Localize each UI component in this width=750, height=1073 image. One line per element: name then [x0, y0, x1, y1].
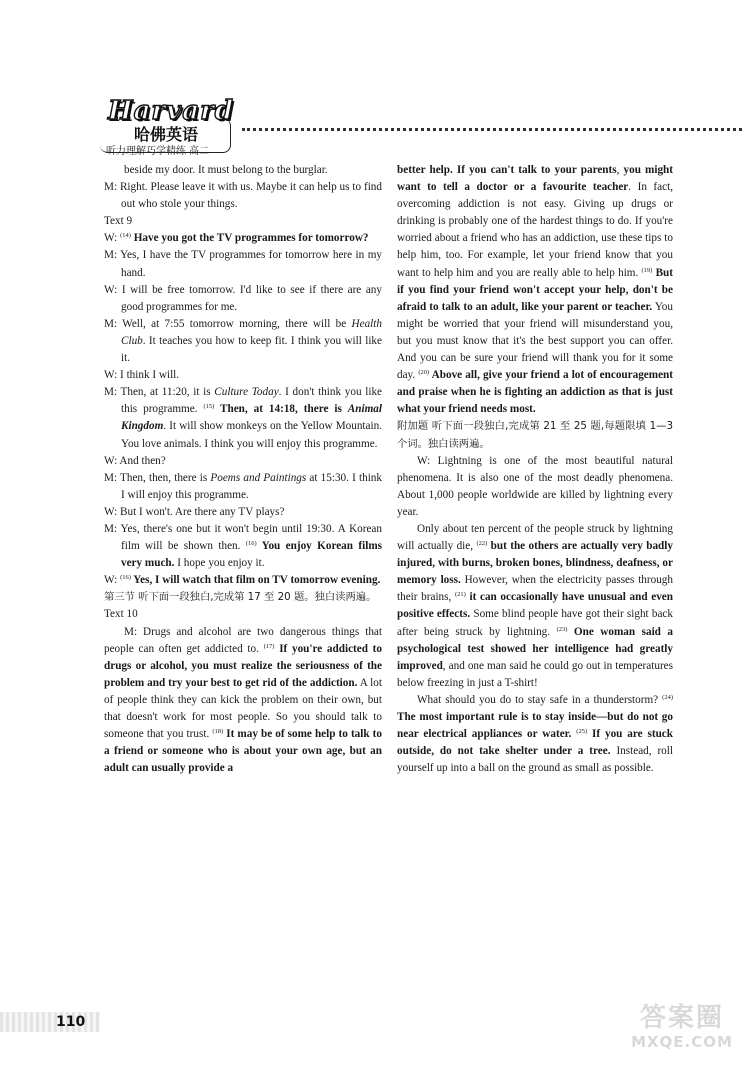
question-marker: (19): [641, 266, 653, 274]
paragraph: [104, 247, 382, 281]
paragraph: [104, 316, 382, 367]
paragraph: [397, 692, 673, 777]
text-run: M: Yes, I have the TV programmes for tomorrow here in my hand.: [104, 249, 382, 279]
text-run: What should you do to stay safe in a thunderstorm?: [417, 693, 663, 706]
text-run: If you're addicted to drugs or alcohol, you must realize the seriousness of the problem and try your best to get rid of the addiction.: [104, 642, 382, 689]
text-run: Yes, I will watch that film on TV tomorrow evening.: [130, 574, 381, 587]
text-run: ,: [616, 164, 624, 176]
question-marker: (23): [556, 625, 568, 633]
text-run: Have you got the TV programmes for tomorrow?: [130, 232, 369, 245]
right-column: [397, 162, 673, 777]
paragraph: [104, 179, 382, 213]
text-run: . It teaches you how to keep fit. I think you will like it.: [121, 334, 382, 365]
text-run: . It will show monkeys on the Yellow Mountain. You love animals. I think you will enjoy this programme.: [121, 420, 382, 450]
watermark-url: MXQE.COM: [631, 1033, 733, 1051]
paragraph: [397, 453, 673, 521]
text-run: Poems and Paintings: [210, 471, 307, 484]
paragraph: [104, 589, 382, 606]
text-run: W: And then?: [104, 454, 166, 467]
text-run: Then, at 14:18, there is: [214, 403, 348, 416]
text-run: , and one man said he could go out in temperatures below freezing in just a T-shirt!: [397, 659, 673, 689]
text-run: W: I think I will.: [104, 369, 180, 382]
text-run: However, when the electricity passes through their brains,: [397, 574, 673, 604]
paragraph: [104, 282, 382, 316]
text-run: M: Drugs and alcohol are two dangerous things that people can often get addicted to.: [104, 625, 382, 655]
paragraph: [104, 606, 382, 623]
paragraph: [104, 470, 382, 504]
text-run: M: Then, then, there is: [104, 471, 211, 484]
question-marker: (21): [454, 591, 466, 599]
question-marker: (24): [662, 693, 673, 701]
text-run: it can occasionally have unusual and even positive effects.: [397, 591, 673, 621]
text-run: M: Then, at 11:20, it is: [104, 386, 215, 399]
text-run: . In fact, overcoming addiction is not easy. Giving up drugs or drinking is probably one of the hardest things to do. If you're worried about a friend who has an addiction, use these tips to help him, too. For example, let your friend know that you want to help him and you are really able to help him.: [397, 181, 673, 279]
text-run: but the others are actually very badly injured, with burns, broken bones, blindness, deafness, or memory loss.: [397, 540, 673, 587]
paragraph: [104, 624, 382, 778]
text-run: W: But I won't. Are there any TV plays?: [104, 505, 285, 518]
text-run: W: Lightning is one of the most beautiful natural phenomena. It is also one of the most deadly phenomena. About 1,000 people worldwide are killed by lightning every year.: [397, 454, 673, 518]
text-run: Culture Today: [214, 386, 279, 399]
text-run: A lot of people think they can kick the problem on their own, but that doesn't work for most people. So you should talk to someone that you trust.: [104, 676, 382, 741]
question-marker: (16): [245, 540, 257, 548]
question-marker: (14): [120, 232, 131, 240]
paragraph: [104, 230, 382, 247]
text-run: The most important rule is to stay inside—but do not go near electrical appliances or water.: [397, 711, 673, 741]
text-run: You enjoy Korean films very much.: [121, 540, 382, 570]
book-subtitle: 听力理解巧学精练 高二: [106, 146, 210, 157]
paragraph: [397, 162, 673, 418]
text-run: It may be of some help to talk to a friend or someone who is about your own age, but an adult can usually provide a: [104, 728, 382, 775]
text-run: Only about ten percent of the people struck by lightning will actually die,: [397, 522, 673, 553]
text-run: Instead, roll yourself up into a ball on the ground as small as possible.: [397, 745, 673, 775]
text-run: 第三节 听下面一段独白,完成第 17 至 20 题。独白读两遍。: [104, 591, 377, 604]
text-run: One woman said a psychological test showed her intelligence had greatly improved: [397, 625, 673, 672]
paragraph: [104, 504, 382, 521]
text-run: Text 9: [104, 215, 133, 228]
left-column: [104, 162, 382, 777]
text-run: better help. If you can't talk to your parents: [397, 164, 617, 176]
paragraph: [104, 162, 382, 179]
text-run: M: Yes, there's one but it won't begin until 19:30. A Korean film will be shown then.: [104, 522, 382, 553]
text-run: M: Well, at 7:55 tomorrow morning, there will be: [104, 317, 352, 330]
text-run: you might want to tell a doctor or a favourite teacher: [397, 164, 673, 194]
text-run: . I don't think you like this programme.: [121, 386, 383, 416]
paragraph: [104, 384, 382, 452]
paragraph: [104, 521, 382, 572]
text-run: at 15:30. I think I will enjoy this programme.: [121, 471, 382, 501]
brand-title: 哈佛英语: [134, 125, 199, 144]
text-run: W:: [104, 232, 121, 245]
dotted-rule: [242, 128, 742, 131]
harvard-logo: Harvard: [108, 96, 234, 126]
text-run: Health Club: [121, 317, 382, 347]
page-header: [96, 90, 746, 160]
text-run: W:: [104, 574, 121, 587]
text-run: M: Right. Please leave it with us. Maybe it can help us to find out who stole your things.: [104, 181, 382, 211]
question-marker: (15): [203, 403, 215, 411]
question-marker: (22): [476, 540, 488, 548]
watermark-cn: 答案圈: [639, 1003, 724, 1033]
text-run: Text 10: [104, 608, 138, 621]
question-marker: (25): [576, 728, 588, 736]
text-run: Animal Kingdom: [121, 403, 382, 433]
question-marker: (18): [212, 728, 224, 736]
paragraph: [397, 418, 673, 452]
question-marker: (16): [120, 574, 131, 582]
paragraph: [397, 521, 673, 692]
text-run: Some blind people have got their sight back after being struck by lightning.: [397, 608, 673, 638]
text-run: But if you find your friend won't accept your help, don't be afraid to talk to an adult, like your parent or teacher.: [397, 266, 673, 313]
text-run: 附加题 听下面一段独白,完成第 21 至 25 题,每题限填 1—3 个词。独白读两遍。: [397, 420, 673, 450]
watermark: [622, 1003, 742, 1063]
text-run: I hope you enjoy it.: [174, 557, 265, 570]
text-run: W: I will be free tomorrow. I'd like to see if there are any good programmes for me.: [104, 283, 382, 313]
paragraph: [104, 213, 382, 230]
question-marker: (17): [263, 642, 275, 650]
text-run: If you are stuck outside, do not take shelter under a tree.: [397, 728, 673, 758]
page-number: 110: [56, 1014, 86, 1030]
text-run: beside my door. It must belong to the burglar.: [124, 164, 328, 176]
paragraph: [104, 572, 382, 589]
text-run: You might be worried that your friend will misunderstand you, but you must know that it's the best support you can offer. And you can be sure your friend will thank you for it some day.: [397, 300, 673, 382]
paragraph: [104, 367, 382, 384]
text-run: Above all, give your friend a lot of encouragement and praise when he is fighting an addiction as that is just what your friend needs most.: [397, 369, 673, 416]
paragraph: [104, 453, 382, 470]
question-marker: (20): [418, 369, 430, 377]
